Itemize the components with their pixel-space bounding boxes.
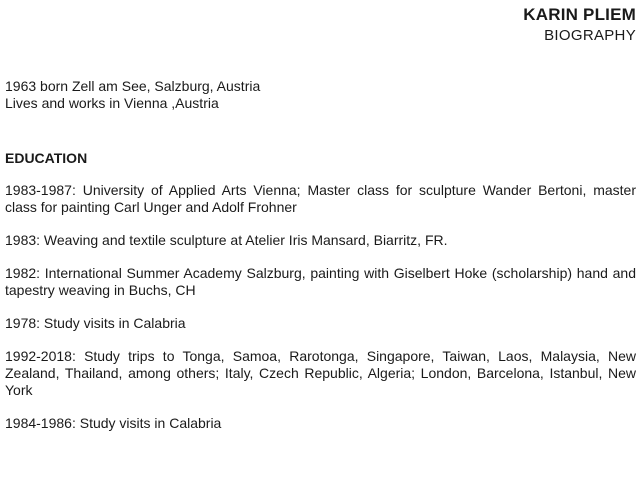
education-entry: 1983-1987: University of Applied Arts Vienna; Master class for sculpture Wander Bertoni, master class for painting Carl Unger and Adolf Frohner bbox=[5, 182, 636, 215]
biography-content bbox=[5, 78, 636, 448]
page-header bbox=[523, 4, 636, 46]
education-list bbox=[5, 182, 636, 432]
birth-line: 1963 born Zell am See, Salzburg, Austria bbox=[5, 78, 261, 94]
intro-block bbox=[5, 78, 636, 112]
education-entry: 1992-2018: Study trips to Tonga, Samoa, Rarotonga, Singapore, Taiwan, Laos, Malaysia, New Zealand, Thailand, among others; Italy, Czech Republic, Algeria; London, Barcelona, Istanbul, New York bbox=[5, 348, 636, 398]
education-entry: 1983: Weaving and textile sculpture at Atelier Iris Mansard, Biarritz, FR. bbox=[5, 232, 448, 248]
education-heading: EDUCATION bbox=[5, 150, 88, 166]
education-entry: 1978: Study visits in Calabria bbox=[5, 315, 186, 331]
residence-line: Lives and works in Vienna ,Austria bbox=[5, 95, 219, 111]
page-subtitle: BIOGRAPHY bbox=[544, 27, 636, 44]
education-entry: 1984-1986: Study visits in Calabria bbox=[5, 415, 222, 431]
education-entry: 1982: International Summer Academy Salzburg, painting with Giselbert Hoke (scholarship) hand and tapestry weaving in Buchs, CH bbox=[5, 265, 636, 298]
artist-name: KARIN PLIEM bbox=[523, 5, 636, 24]
